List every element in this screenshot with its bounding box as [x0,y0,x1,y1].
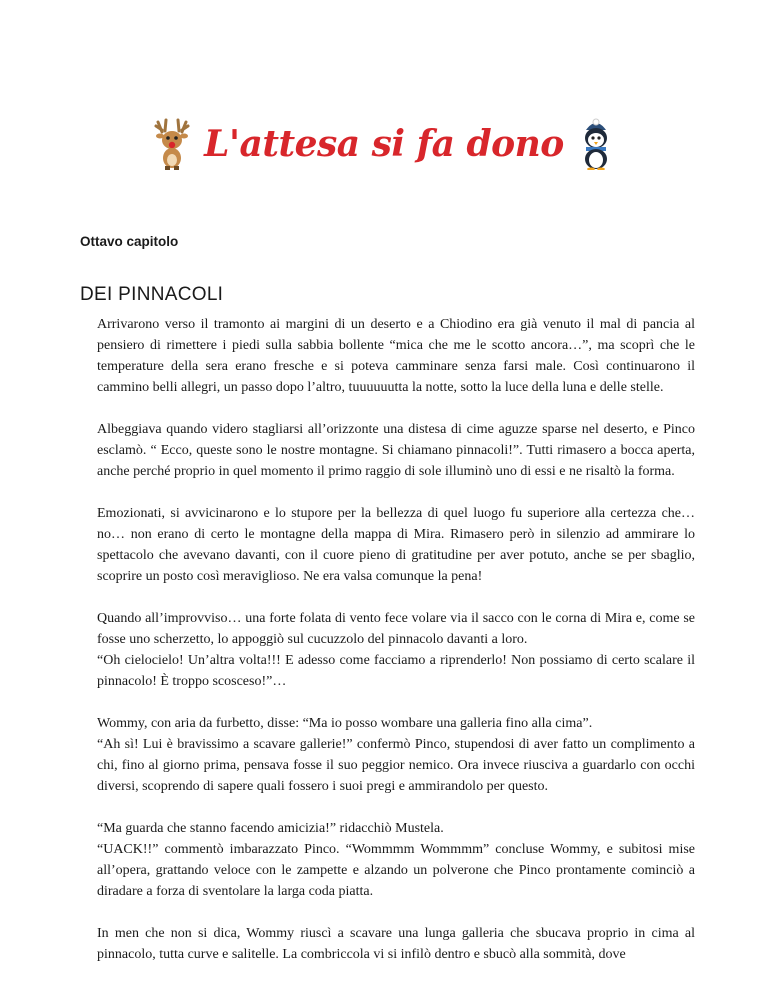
chapter-body [97,314,695,986]
paragraph: Wommy, con aria da furbetto, disse: “Ma io posso wombare una galleria fino alla cima”. “Ah sì! Lui è bravissimo a scavare gallerie!” confermò Pinco, stupendosi di aver fatto un complimento a chi, fino al giorno prima, pensava fosse il suo peggior nemico. Ora invece riusciva a guardarlo con occhi diversi, scoprendo di sapere quali fossero i suoi pregi e ammirandolo per questo. [97,716,695,794]
paragraph: Emozionati, si avvicinarono e lo stupore per la bellezza di quel luogo fu superiore alla certezza che… no… non erano di certo le montagne della mappa di Mira. Rimasero però in silenzio ad ammirare lo spettacolo che avevano davanti, con il cuore pieno di gratitudine per aver potuto, anche se per sbaglio, scoprire un posto così meraviglioso. Ne era valsa comunque la pena! [97,506,695,584]
chapter-label: Ottavo capitolo [80,234,179,249]
paragraph: Quando all’improvviso… una forte folata di vento fece volare via il sacco con le corna di Mira e, come se fosse uno scherzetto, lo appoggiò sul cucuzzolo del pinnacolo davanti a loro. “Oh cielocielo! Un’altra volta!!! E adesso come facciamo a riprenderlo! Non possiamo di certo scalare il pinnacolo! È troppo scosceso!”… [97,611,695,689]
reindeer-icon [150,118,194,170]
paragraph: “Ma guarda che stanno facendo amicizia!” ridacchiò Mustela. “UACK!!” commentò imbarazzato Pinco. “Wommmm Wommmm” concluse Wommy, e subitosi mise all’opera, grattando veloce con le zampette e alzando un polverone che Pinco prontamente cominciò a diradare a forza di sventolare la larga coda piatta. [97,821,695,899]
section-heading: DEI PINNACOLI [80,284,224,305]
page-header [0,118,768,170]
paragraph: Albeggiava quando videro stagliarsi all’orizzonte una distesa di cime aguzze sparse nel deserto, e Pinco esclamò. “ Ecco, queste sono le nostre montagne. Si chiamano pinnacoli!”. Tutti rimasero a bocca aperta, anche perché proprio in quel momento il primo raggio di sole illuminò uno di essi e ne risaltò la forma. [97,422,695,479]
penguin-icon [574,118,618,170]
paragraph: In men che non si dica, Wommy riuscì a scavare una lunga galleria che sbucava proprio in cima al pinnacolo, tutta curve e salitelle. La combriccola vi si infilò dentro e sbucò alla sommità, dove [97,926,695,962]
paragraph: Arrivarono verso il tramonto ai margini di un deserto e a Chiodino era già venuto il mal di pancia al pensiero di rimettere i piedi sulla sabbia bollente “mica che me le scotto ancora…”, ma scoprì che le temperature della sera erano fresche e si poteva camminare senza farsi male. Così continuarono il cammino belli allegri, un passo dopo l’altro, tuuuuuutta la notte, sotto la luce della luna e delle stelle. [97,317,695,395]
page-title: L'attesa si fa dono [204,123,564,165]
